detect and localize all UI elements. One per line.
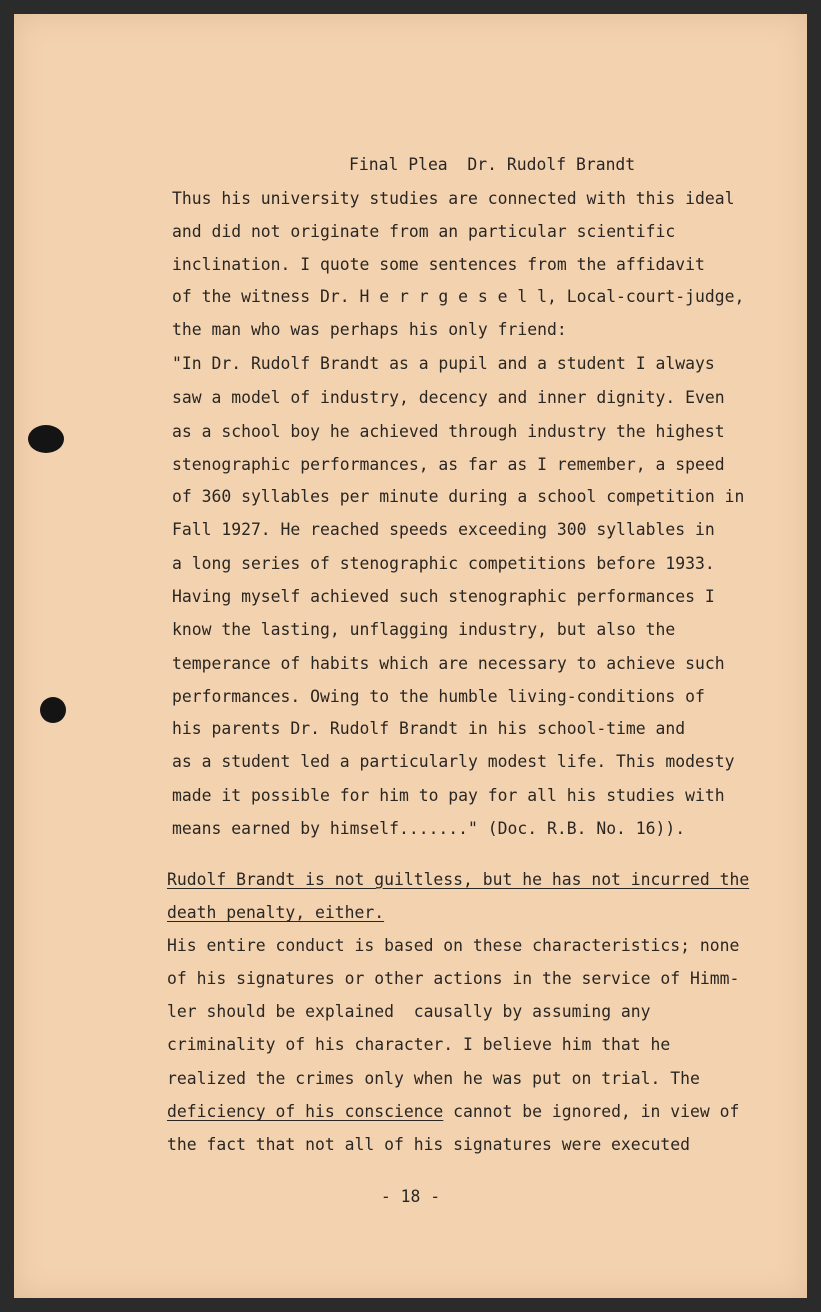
text-line: temperance of habits which are necessary to achieve such [172, 654, 725, 673]
text-line: know the lasting, unflagging industry, but also the [172, 620, 676, 639]
text-line [167, 1104, 739, 1120]
punch-hole [40, 697, 66, 723]
text-line: of the witness Dr. H e r r g e s e l l, Local-court-judge, [172, 287, 745, 306]
text-line: performances. Owing to the humble living-conditions of [172, 687, 705, 706]
text-line: means earned by himself......." (Doc. R.B. No. 16)). [172, 819, 686, 838]
subheading-line: Rudolf Brandt is not guiltless, but he has not incurred the [167, 870, 750, 889]
text-line: a long series of stenographic competitions before 1933. [172, 554, 715, 573]
text-line: his parents Dr. Rudolf Brandt in his school-time and [172, 719, 686, 738]
text-line: His entire conduct is based on these characteristics; none [167, 936, 740, 955]
text-line: Thus his university studies are connected with this ideal [172, 189, 735, 208]
text-line: Fall 1927. He reached speeds exceeding 300 syllables in [172, 520, 715, 539]
text-line: saw a model of industry, decency and inner dignity. Even [172, 388, 725, 407]
text-line: Having myself achieved such stenographic performances I [172, 587, 715, 606]
line-remainder: cannot be ignored, in view of [443, 1102, 740, 1121]
text-line: ler should be explained causally by assuming any [167, 1002, 651, 1021]
text-line: the man who was perhaps his only friend: [172, 320, 567, 339]
text-line: of his signatures or other actions in the service of Himm- [167, 969, 740, 988]
punch-hole [28, 425, 64, 453]
text-line: made it possible for him to pay for all his studies with [172, 786, 725, 805]
text-line: inclination. I quote some sentences from the affidavit [172, 255, 705, 274]
text-line: criminality of his character. I believe him that he [167, 1035, 671, 1054]
text-line: the fact that not all of his signatures were executed [167, 1135, 691, 1154]
text-line: stenographic performances, as far as I remember, a speed [172, 455, 725, 474]
text-line: of 360 syllables per minute during a school competition in [172, 487, 745, 506]
text-line: and did not originate from an particular scientific [172, 222, 676, 241]
subheading-line: death penalty, either. [167, 903, 385, 922]
text-line: realized the crimes only when he was put on trial. The [167, 1069, 700, 1088]
text-line: as a school boy he achieved through industry the highest [172, 422, 725, 441]
heading: Final Plea Dr. Rudolf Brandt [349, 155, 636, 174]
text-line: "In Dr. Rudolf Brandt as a pupil and a student I always [172, 354, 715, 373]
text-line: as a student led a particularly modest life. This modesty [172, 752, 735, 771]
page-number: - 18 - [380, 1187, 441, 1206]
underlined-phrase: deficiency of his conscience [167, 1102, 444, 1121]
